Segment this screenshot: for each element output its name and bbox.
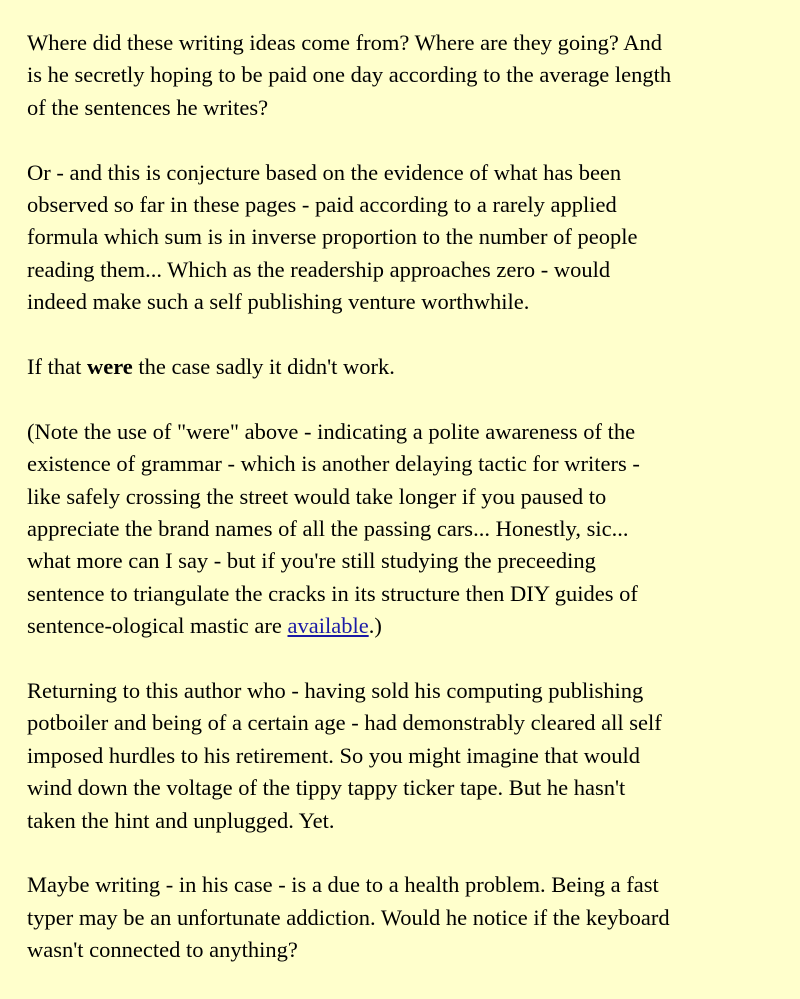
paragraph-4 bbox=[27, 416, 797, 643]
text-line: reading them... Which as the readership approaches zero - would bbox=[27, 256, 611, 282]
text-line: sentence to triangulate the cracks in its structure then DIY guides of bbox=[27, 580, 638, 606]
text-fragment: .) bbox=[368, 613, 382, 639]
text-line: imposed hurdles to his retirement. So you might imagine that would bbox=[27, 742, 641, 768]
text-line: wasn't connected to anything? bbox=[27, 937, 298, 963]
text-line: (Note the use of "were" above - indicating a polite awareness of the bbox=[27, 418, 636, 444]
text-line: formula which sum is in inverse proportion to the number of people bbox=[27, 224, 638, 250]
paragraph-3 bbox=[27, 351, 797, 383]
paragraph-5 bbox=[27, 675, 797, 837]
text-line: like safely crossing the street would take longer if you paused to bbox=[27, 483, 607, 509]
text-line: observed so far in these pages - paid according to a rarely applied bbox=[27, 192, 617, 218]
text-fragment: the case sadly it didn't work. bbox=[132, 354, 395, 380]
text-line: existence of grammar - which is another delaying tactic for writers - bbox=[27, 451, 640, 477]
paragraph-6 bbox=[27, 869, 797, 966]
paragraph-1 bbox=[27, 27, 797, 124]
text-fragment: sentence-ological mastic are bbox=[27, 613, 288, 639]
text-line: Maybe writing - in his case - is a due to a health problem. Being a fast bbox=[27, 872, 659, 898]
available-link[interactable]: available bbox=[287, 613, 369, 639]
text-line: taken the hint and unplugged. Yet. bbox=[27, 807, 335, 833]
text-line bbox=[27, 351, 797, 383]
bold-word: were bbox=[86, 354, 133, 380]
text-line: Where did these writing ideas come from? Where are they going? And bbox=[27, 30, 662, 55]
text-line: is he secretly hoping to be paid one day according to the average length bbox=[27, 62, 672, 88]
text-line: Returning to this author who - having sold his computing publishing bbox=[27, 678, 644, 704]
text-line: wind down the voltage of the tippy tappy ticker tape. But he hasn't bbox=[27, 775, 626, 801]
text-line: of the sentences he writes? bbox=[27, 94, 269, 120]
text-line: Or - and this is conjecture based on the evidence of what has been bbox=[27, 159, 622, 185]
text-line: typer may be an unfortunate addiction. Would he notice if the keyboard bbox=[27, 904, 670, 930]
article-body bbox=[27, 27, 797, 999]
text-line bbox=[27, 610, 797, 642]
text-fragment: If that bbox=[27, 354, 87, 380]
text-line: what more can I say - but if you're still studying the preceeding bbox=[27, 548, 596, 574]
text-line: appreciate the brand names of all the passing cars... Honestly, sic... bbox=[27, 516, 629, 542]
text-line: potboiler and being of a certain age - had demonstrably cleared all self bbox=[27, 710, 662, 736]
paragraph-2 bbox=[27, 157, 797, 319]
text-line: indeed make such a self publishing venture worthwhile. bbox=[27, 289, 530, 315]
